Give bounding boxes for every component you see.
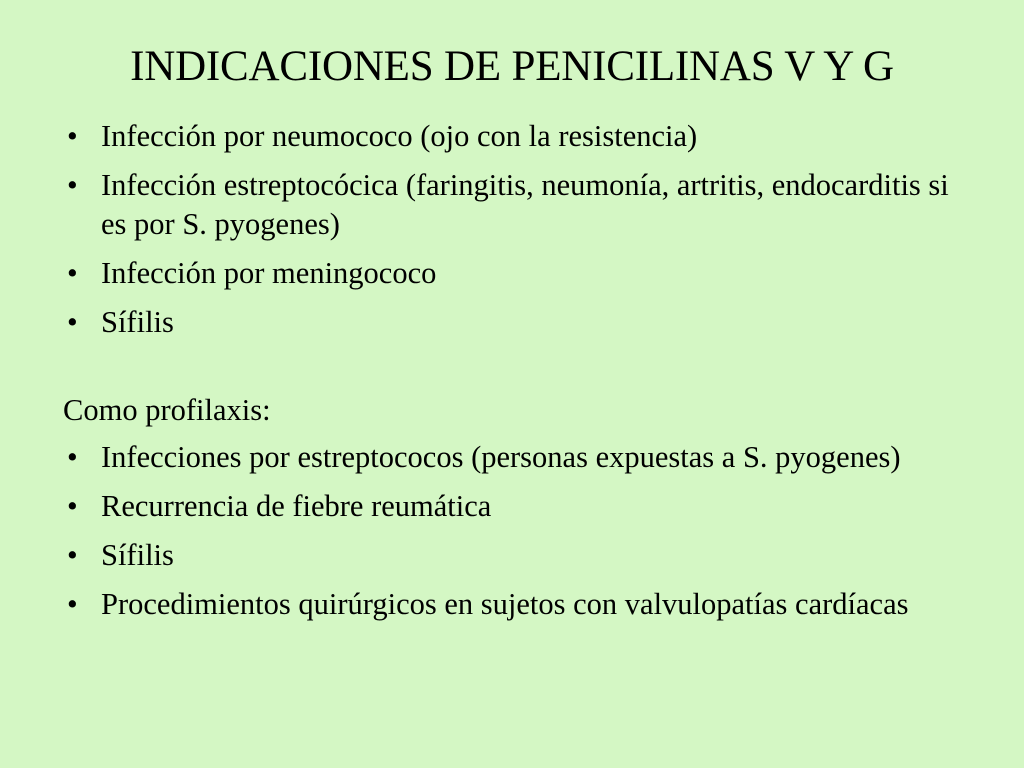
list-item-text: Procedimientos quirúrgicos en sujetos con valvulopatías cardíacas [101,587,909,621]
list-item-text: Infecciones por estreptococos (personas expuestas a S. pyogenes) [101,440,901,474]
slide-content [63,117,963,634]
list-item [63,487,963,526]
bullet-icon: • [67,305,78,339]
list-item [63,303,963,342]
list-item-text: Infección estreptocócica (faringitis, neumonía, artritis, endocarditis si es por S. pyogenes) [101,168,949,241]
bullet-icon: • [67,440,78,474]
bullet-icon: • [67,587,78,621]
list-item-text: Recurrencia de fiebre reumática [101,489,492,523]
bullet-icon: • [67,119,78,153]
list-item-text: Infección por meningococo [101,256,437,290]
list-item-text: Sífilis [101,305,174,339]
list-item-text: Infección por neumococo (ojo con la resistencia) [101,119,698,153]
list-item [63,438,963,477]
list-item [63,117,963,156]
prophylaxis-heading: Como profilaxis: [63,393,271,427]
bullet-icon: • [67,168,78,202]
prophylaxis-list [63,438,963,624]
bullet-icon: • [67,538,78,572]
indications-list [63,117,963,342]
list-item [63,536,963,575]
list-item [63,254,963,293]
list-item [63,166,963,244]
bullet-icon: • [67,256,78,290]
list-item-text: Sífilis [101,538,174,572]
list-item [63,585,963,624]
slide-title: INDICACIONES DE PENICILINAS V Y G [130,43,894,90]
bullet-icon: • [67,489,78,523]
